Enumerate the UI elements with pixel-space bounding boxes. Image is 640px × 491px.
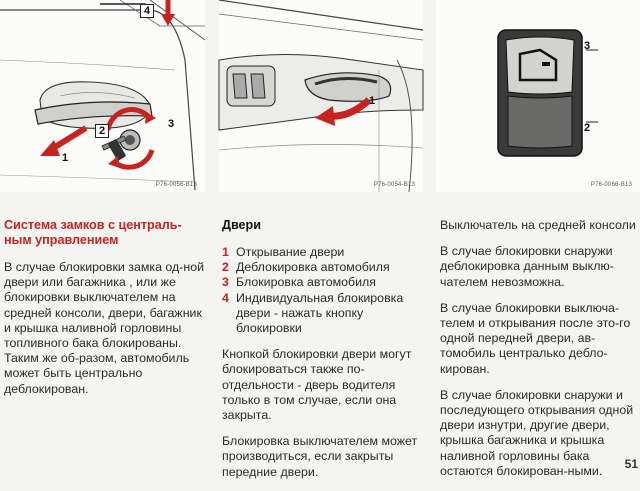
callout-4: 4 bbox=[140, 4, 154, 18]
callout-1: 1 bbox=[368, 95, 376, 107]
body-text: Выключатель на средней консоли bbox=[440, 218, 636, 232]
figure-code: P76-0066-B13 bbox=[590, 182, 632, 188]
page-number: 51 bbox=[624, 457, 638, 471]
interior-handle-illustration bbox=[219, 0, 423, 192]
body-text: Блокировка выключателем может производиться, если закрыты передние двери. bbox=[222, 434, 418, 479]
legend-item: 4 Индивидуальная блокировка двери - нажать кнопку блокировки bbox=[222, 290, 404, 336]
figure-code: P76-0056-B13 bbox=[155, 182, 197, 188]
callout-1: 1 bbox=[61, 152, 69, 164]
body-text: В случае блокировки замка од-ной двери или багажника , или же блокировки выключателем на средней консоли, двери, багажник и крышка наливной горловины топливного бака блокированы. Таким же об-разом, автомобиль может быть центрально деблокирован. bbox=[4, 260, 205, 396]
figure-door-handle bbox=[0, 0, 205, 192]
door-handle-illustration bbox=[0, 0, 205, 192]
figure-code: P76-0054-B13 bbox=[373, 182, 415, 188]
figure-interior-handle bbox=[219, 0, 423, 192]
callout-2: 2 bbox=[95, 124, 109, 138]
console-switch-illustration bbox=[436, 0, 640, 192]
column-central-locking bbox=[4, 218, 208, 408]
callout-3: 3 bbox=[167, 118, 175, 130]
body-text: В случае блокировки снаружи и последующего открывания одной двери изнутри, другие двери, крышка багажника и крышка наливной горловины бака остаются блокирован-ными. bbox=[440, 387, 634, 478]
column-console-switch bbox=[440, 218, 636, 490]
callout-2: 2 bbox=[583, 122, 591, 134]
body-text: В случае блокировки выключа-телем и открывания после это-го одной передней двери, ав-томобиль централько дебло-кирован. bbox=[440, 300, 631, 376]
callout-3: 3 bbox=[583, 40, 591, 52]
body-text: В случае блокировки снаружи деблокировка данным выклю-чателем невозможна. bbox=[440, 244, 614, 289]
figure-console-switch bbox=[436, 0, 640, 192]
legend-list bbox=[222, 245, 426, 336]
section-heading: Система замков с централь-ным управлением bbox=[4, 218, 182, 247]
legend-item: 2 Деблокировка автомобиля bbox=[222, 260, 390, 275]
column-doors bbox=[222, 218, 426, 491]
section-heading: Двери bbox=[222, 218, 261, 232]
legend-item: 3 Блокировка автомобиля bbox=[222, 275, 376, 290]
legend-item: 1 Открывание двери bbox=[222, 245, 345, 259]
body-text: Кнопкой блокировки двери могут блокироваться также по-отдельности - дверь водителя только в том случае, если она закрыта. bbox=[222, 347, 412, 423]
